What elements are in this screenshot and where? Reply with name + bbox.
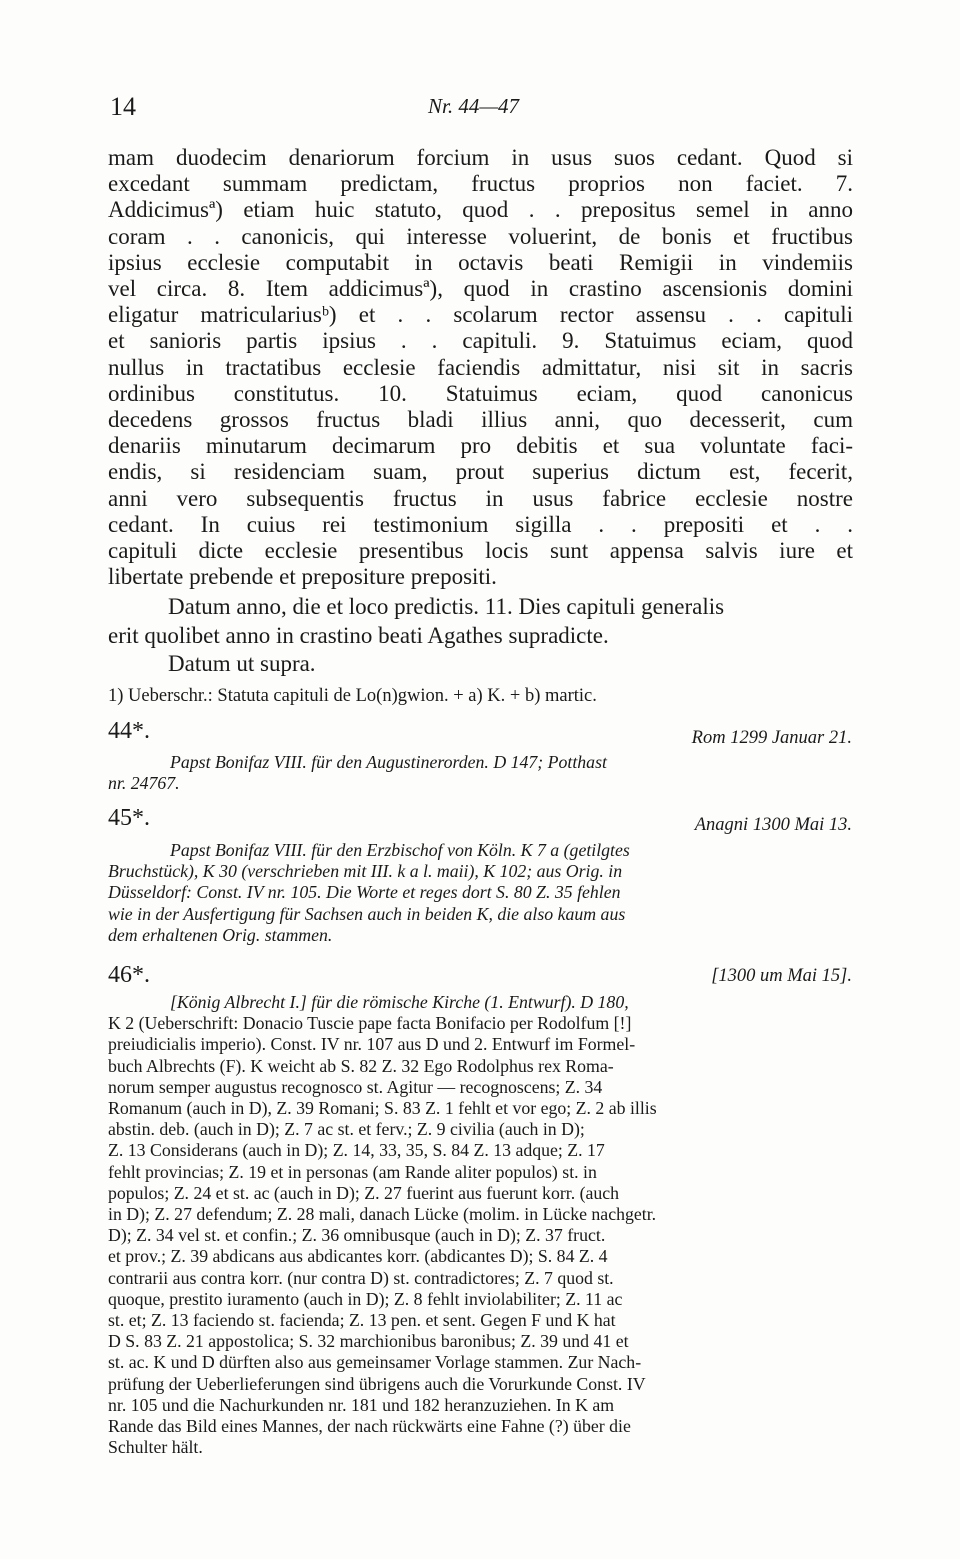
entry-number-46: 46*.	[108, 962, 150, 988]
entry-body-44	[108, 752, 853, 794]
text-line: preiudicialis imperio). Const. IV nr. 107 aus D und 2. Entwurf im Formel-	[108, 1034, 636, 1055]
text-line: Papst Bonifaz VIII. für den Erzbischof von Köln. K 7 a (getilgtes	[170, 840, 630, 860]
text-line: ordinibus constitutus. 10. Statuimus eciam, quod canonicus	[108, 380, 853, 406]
text-line: quoque, prestito iuramento (auch in D); Z. 8 fehlt inviolabiliter; Z. 11 ac	[108, 1288, 623, 1309]
text-line: Z. 13 Considerans (auch in D); Z. 14, 33, 35, S. 84 Z. 13 adque; Z. 17	[108, 1140, 605, 1161]
text-line: libertate prebende et prepositure prepositi.	[108, 564, 497, 590]
text-line: Düsseldorf: Const. IV nr. 105. Die Worte et reges dort S. 80 Z. 35 fehlen	[108, 882, 621, 903]
text-line: st. ac. K und D dürften also aus gemeinsamer Vorlage stammen. Zur Nach-	[108, 1352, 642, 1373]
entry-date-46: [1300 um Mai 15].	[711, 966, 852, 986]
text-line: Addicimusª) etiam huic statuto, quod . . prepositus semel in anno	[108, 197, 853, 223]
entry-body-45	[108, 840, 853, 946]
text-line: abstin. deb. (auch in D); Z. 7 ac st. et ferv.; Z. 9 civilia (auch in D);	[108, 1119, 585, 1140]
entry-number-45: 45*.	[108, 805, 150, 831]
text-line: vel circa. 8. Item addicimusª), quod in crastino ascensionis domini	[108, 276, 853, 302]
text-line: erit quolibet anno in crastino beati Agathes supradicte.	[108, 623, 609, 648]
text-line: capituli dicte ecclesie presentibus locis sunt appensa salvis iure et	[108, 538, 853, 564]
text-line: excedant summam predictam, fructus proprios non faciet. 7.	[108, 171, 853, 197]
text-line: mam duodecim denariorum forcium in usus suos cedant. Quod si	[108, 145, 853, 170]
main-text-block	[108, 145, 853, 590]
text-line: st. et; Z. 13 faciendo st. facienda; Z. 13 pen. et sent. Gegen F und K hat	[108, 1310, 616, 1331]
text-line: in D); Z. 27 defendum; Z. 28 mali, danach Lücke (molim. in Lücke nachgetr.	[108, 1204, 657, 1225]
text-line: K 2 (Ueberschrift: Donacio Tuscie pape facta Bonifacio per Rodolfum [!]	[108, 1013, 632, 1034]
text-line: wie in der Ausfertigung für Sachsen auch in beiden K, die also kaum aus	[108, 903, 626, 924]
text-line: et sanioris partis ipsius . . capituli. 9. Statuimus eciam, quod	[108, 328, 853, 354]
text-line: ipsius ecclesie computabit in octavis beati Remigii in vindemiis	[108, 249, 853, 275]
text-line: Bruchstück), K 30 (verschrieben mit III. k a l. maii), K 102; aus Orig. in	[108, 861, 623, 882]
text-line: Romanum (auch in D), Z. 39 Romani; S. 83 Z. 1 fehlt et vor ego; Z. 2 ab illis	[108, 1098, 657, 1119]
running-header: Nr. 44—47	[428, 94, 520, 118]
entry-body-46	[108, 992, 853, 1458]
footnote: 1) Ueberschr.: Statuta capituli de Lo(n)gwion. + a) K. + b) martic.	[108, 686, 597, 706]
text-line: eligatur matriculariusᵇ) et . . scolarum rector assensu . . capituli	[108, 302, 853, 328]
text-line: buch Albrechts (F). K weicht ab S. 82 Z. 32 Ego Rodolphus rex Roma-	[108, 1055, 614, 1076]
text-line: D); Z. 34 vel st. et confin.; Z. 36 omnibusque (auch in D); Z. 37 fruct.	[108, 1225, 606, 1246]
text-line: anni vero subsequentis fructus in usus fabrice ecclesie nostre	[108, 485, 853, 511]
text-line: cedant. In cuius rei testimonium sigilla . . prepositi et . .	[108, 511, 853, 537]
text-line: fehlt provincias; Z. 19 et in personas (am Rande aliter populos) st. in	[108, 1161, 597, 1182]
datum-paragraph	[108, 592, 858, 650]
text-line: coram . . canonicis, qui interesse voluerint, de bonis et fructibus	[108, 223, 853, 249]
text-line: denariis minutarum decimarum pro debitis et sua voluntate faci-	[108, 433, 853, 459]
page-number: 14	[110, 92, 136, 121]
text-line: endis, si residenciam suam, prout superius dictum est, fecerit,	[108, 459, 853, 485]
text-line: [König Albrecht I.] für die römische Kirche (1. Entwurf). D 180,	[170, 992, 629, 1012]
text-line: Datum anno, die et loco predictis. 11. Dies capituli generalis	[168, 594, 725, 619]
text-line: et prov.; Z. 39 abdicans aus abdicantes korr. (abdicantes D); S. 84 Z. 4	[108, 1246, 608, 1267]
text-line: nr. 105 und die Nachurkunden nr. 181 und 182 heranzuziehen. In K am	[108, 1394, 615, 1415]
text-line: Rande das Bild eines Mannes, der nach rückwärts eine Fahne (?) über die	[108, 1416, 631, 1437]
text-line: populos; Z. 24 et st. ac (auch in D); Z. 27 fuerint aus fuerunt korr. (auch	[108, 1182, 620, 1203]
text-line: decedens grossos fructus bladi illius anni, quo decesserit, cum	[108, 407, 853, 433]
datum-supra: Datum ut supra.	[168, 651, 316, 676]
entry-date-45: Anagni 1300 Mai 13.	[694, 815, 852, 835]
text-line: dem erhaltenen Orig. stammen.	[108, 924, 333, 945]
entry-number-44: 44*.	[108, 718, 150, 744]
text-line: prüfung der Ueberlieferungen sind übrigens auch die Vorurkunde Const. IV	[108, 1373, 646, 1394]
text-line: nullus in tractatibus ecclesie faciendis admittatur, nisi sit in sacris	[108, 354, 853, 380]
entry-date-44: Rom 1299 Januar 21.	[691, 728, 852, 748]
text-line: D S. 83 Z. 21 appostolica; S. 32 marchionibus baronibus; Z. 39 und 41 et	[108, 1331, 629, 1352]
text-line: Papst Bonifaz VIII. für den Augustinerorden. D 147; Potthast	[170, 752, 607, 772]
text-line: nr. 24767.	[108, 773, 180, 794]
text-line: norum semper augustus recognosco st. Agitur — recognoscens; Z. 34	[108, 1076, 603, 1097]
text-line: Schulter hält.	[108, 1437, 203, 1458]
text-line: contrarii aus contra korr. (nur contra D) st. contradictores; Z. 7 quod st.	[108, 1267, 614, 1288]
